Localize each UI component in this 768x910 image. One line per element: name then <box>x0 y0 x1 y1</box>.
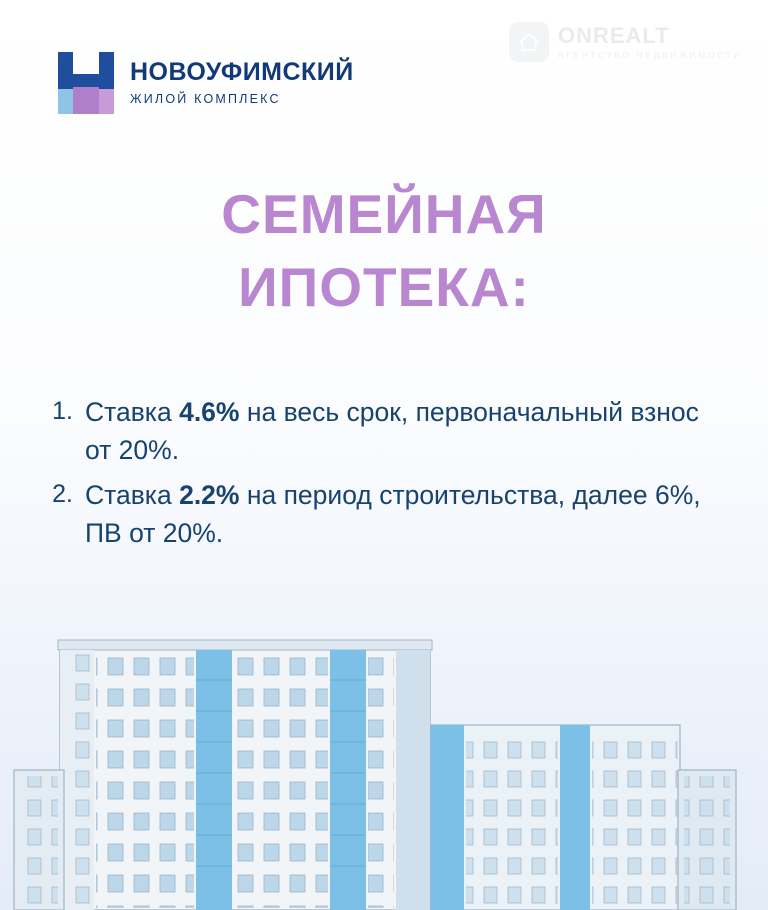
list-item-number: 1. <box>52 397 73 425</box>
house-icon <box>509 22 549 62</box>
list-item <box>47 393 728 470</box>
watermark-title: ONREALT <box>557 22 670 48</box>
offer-list <box>47 393 728 559</box>
watermark-subtitle: АГЕНТСТВО НЕДВИЖИМОСТИ <box>557 49 742 60</box>
list-item <box>47 476 728 553</box>
list-item-rate: 4.6% <box>179 397 240 427</box>
n-monogram-icon <box>58 52 114 114</box>
brand-name: НОВОУФИМСКИЙ <box>130 58 354 87</box>
list-item-number: 2. <box>52 479 73 508</box>
list-item-suffix: на период строительства, далее 6%, ПВ от 20%. <box>85 479 701 549</box>
list-item-text <box>85 476 728 553</box>
page-title-line-1: СЕМЕЙНАЯ <box>221 183 547 245</box>
watermark-text <box>557 22 742 60</box>
list-item-suffix: на весь срок, первоначальный взнос от 20%. <box>85 397 699 466</box>
apartment-building-illustration <box>0 620 768 910</box>
list-item-prefix: Ставка <box>85 397 180 427</box>
list-item-prefix: Ставка <box>85 479 180 510</box>
brand-logo-text <box>130 60 354 106</box>
watermark <box>509 22 742 62</box>
brand-logo <box>58 52 354 114</box>
list-item-text <box>85 393 728 470</box>
list-item-rate: 2.2% <box>179 479 240 510</box>
brand-subtitle: ЖИЛОЙ КОМПЛЕКС <box>130 92 281 107</box>
page-title <box>0 178 768 323</box>
page-title-line-2: ИПОТЕКА: <box>238 255 530 318</box>
